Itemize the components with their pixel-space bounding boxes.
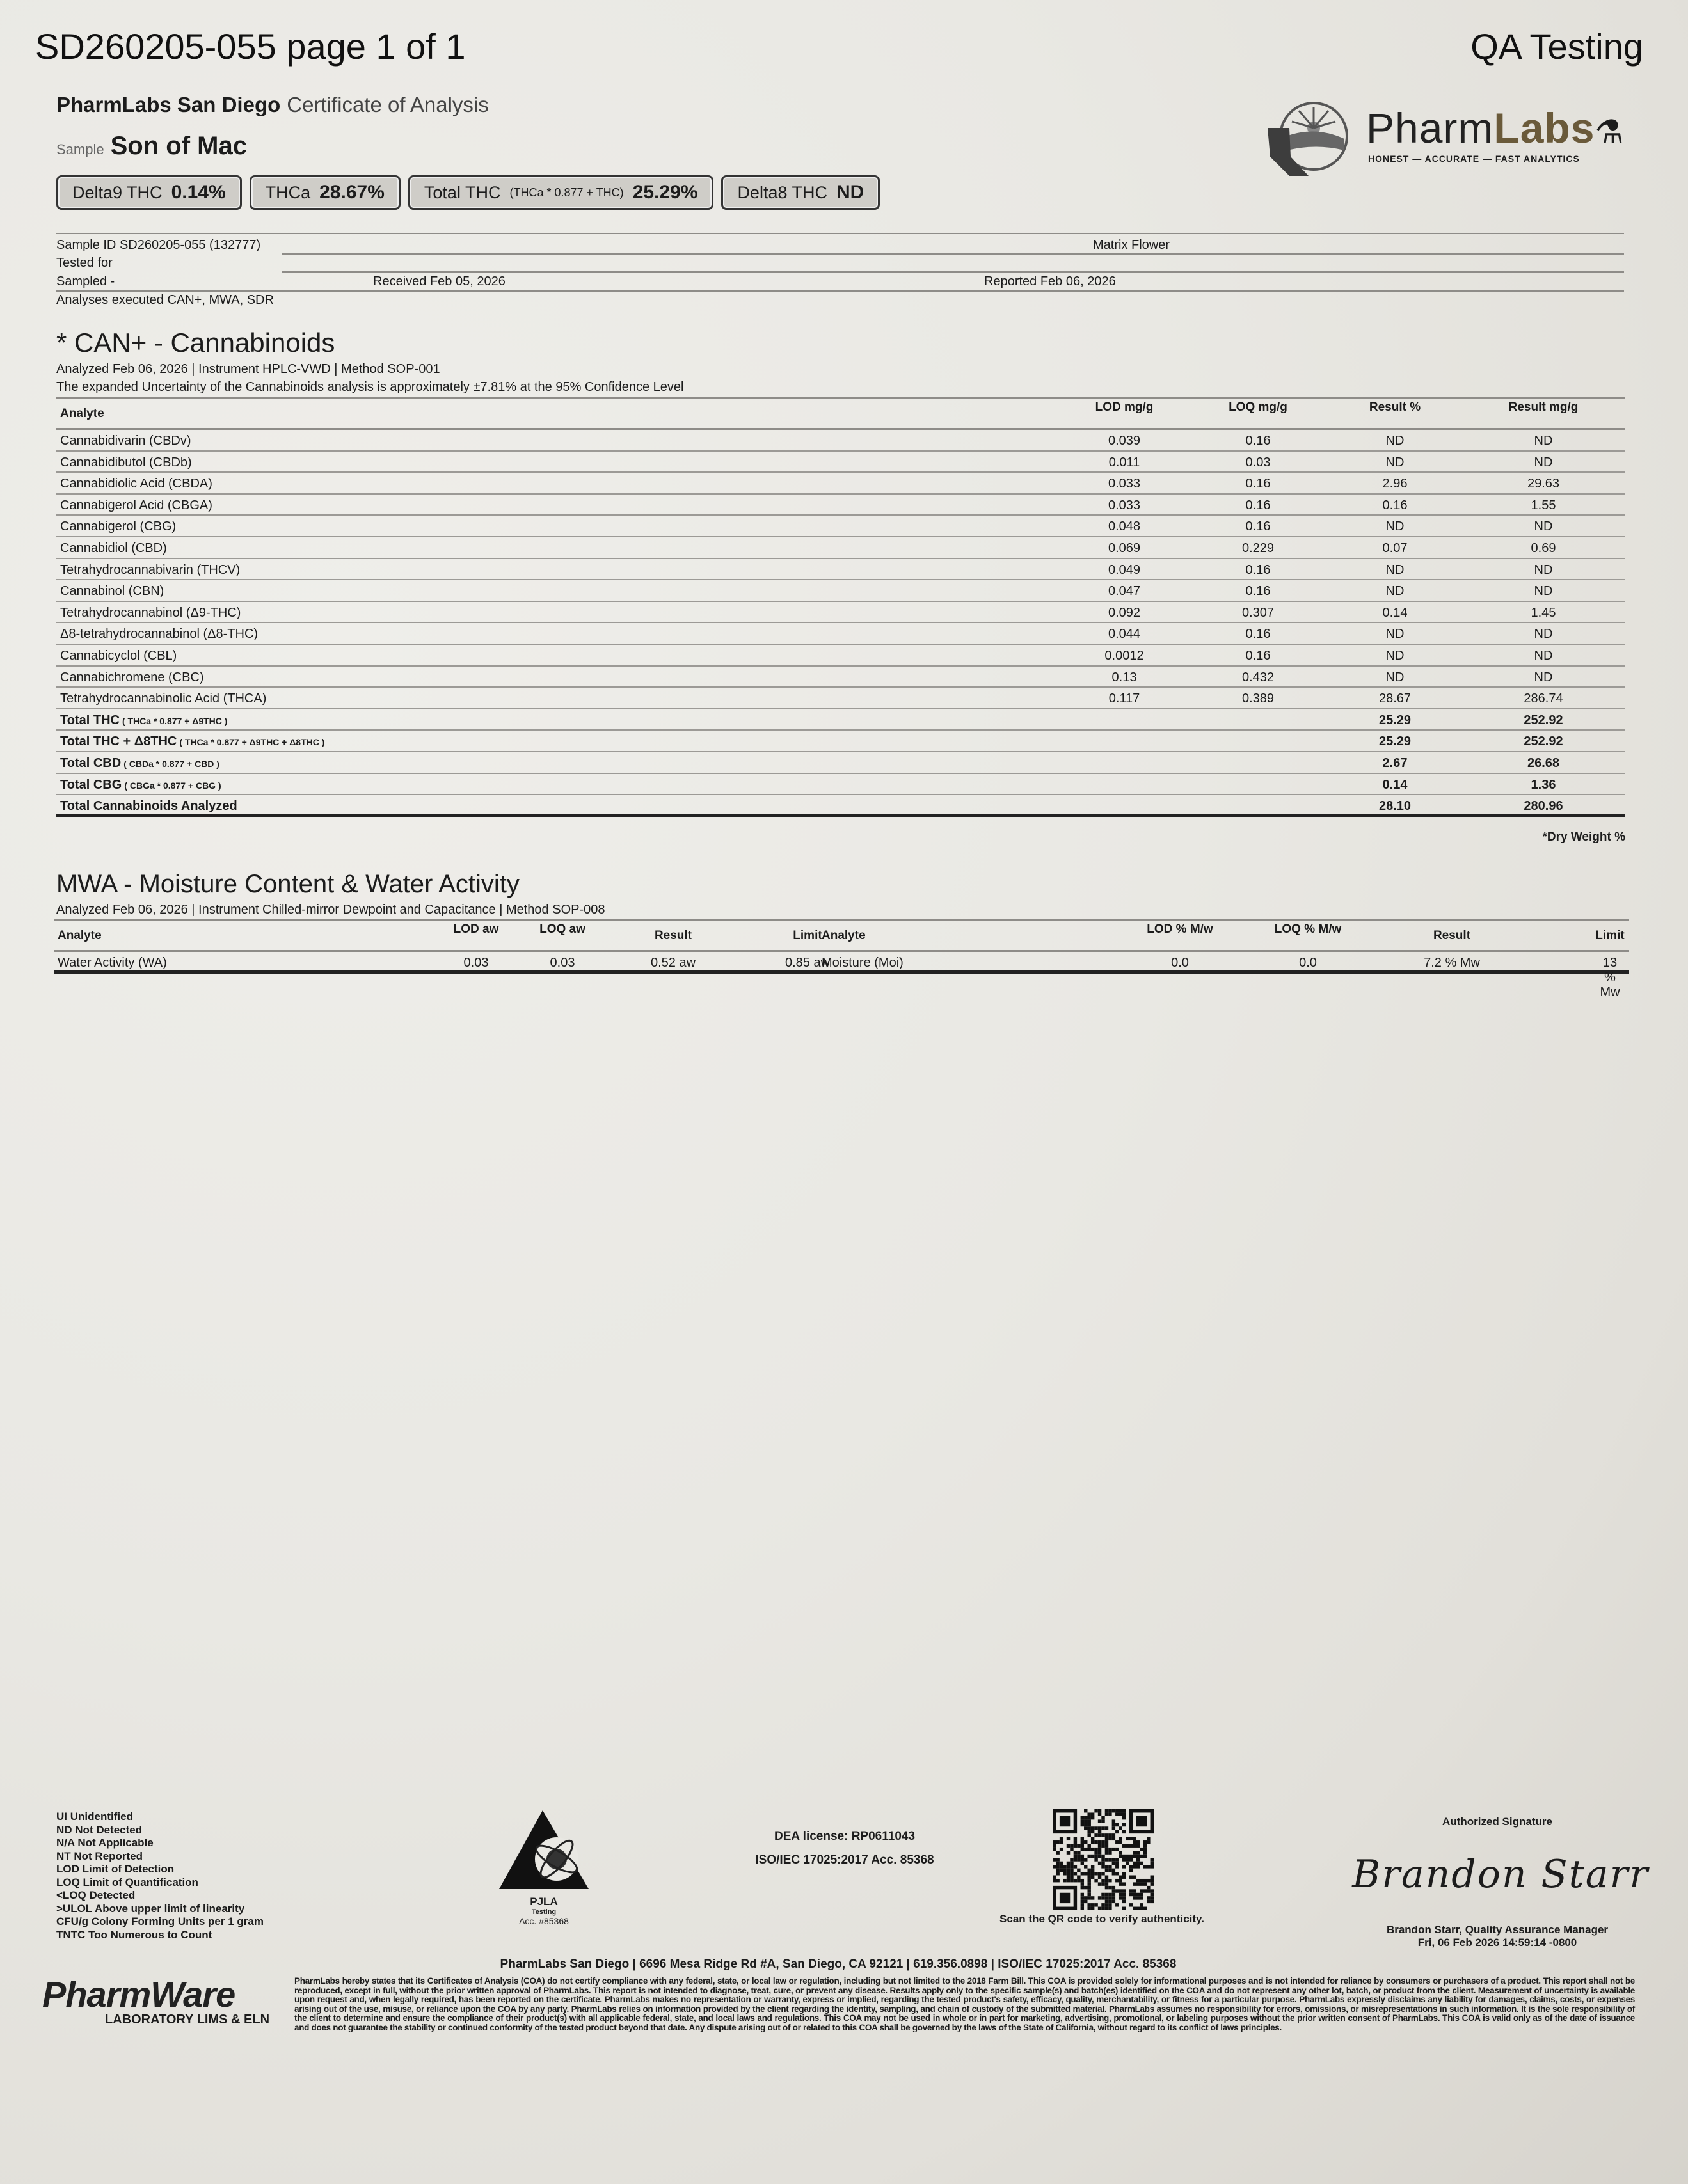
total-label: Total CBG: [60, 777, 122, 792]
received-date: Feb 05, 2026: [429, 274, 506, 289]
info-dates-row: Sampled - Received Feb 05, 2026 Reported Feb 06, 2026: [56, 274, 1116, 289]
doc-type: Certificate of Analysis: [287, 93, 489, 116]
can-analyzed-line: Analyzed Feb 06, 2026 | Instrument HPLC-VWD | Method SOP-001: [56, 362, 440, 376]
cell-value: 25.29: [1378, 734, 1412, 749]
cell-value: 28.10: [1378, 799, 1412, 814]
legend-item: <LOQ Detected: [56, 1889, 136, 1901]
badge-delta9-thc: Delta9 THC 0.14%: [56, 175, 242, 210]
column-header: Result: [1433, 929, 1471, 942]
cell-value: ND: [1385, 627, 1405, 642]
legend-item: >ULOL Above upper limit of linearity: [56, 1902, 245, 1915]
cell-value: 13 % Mw: [1600, 956, 1620, 999]
table-header-row: [54, 919, 1629, 952]
table-row: [56, 559, 1625, 581]
abbreviation-legend: [56, 1810, 264, 1942]
cell-value: 0.033: [1108, 477, 1141, 491]
sample-name: Son of Mac: [110, 132, 247, 160]
cell-value: ND: [1385, 455, 1405, 470]
analyte-name: Cannabidivarin (CBDv): [60, 434, 191, 448]
analyte-name: Tetrahydrocannabinolic Acid (THCA): [60, 692, 267, 706]
cell-value: 0.16: [1245, 498, 1271, 512]
column-header: Limit: [793, 929, 822, 942]
total-row: [56, 709, 1625, 731]
cell-value: 0.0: [1171, 956, 1189, 970]
analyte-name: Δ8-tetrahydrocannabinol (Δ8-THC): [60, 627, 259, 642]
total-row: [56, 752, 1625, 774]
total-name: [60, 734, 324, 749]
cell-value: 0.03: [463, 956, 489, 970]
can-uncertainty: The expanded Uncertainty of the Cannabinoids analysis is approximately ±7.81% at the 95% Confidence Level: [56, 380, 684, 394]
analyte-name: Cannabigerol (CBG): [60, 519, 177, 534]
cell-value: 0.011: [1108, 455, 1140, 470]
cell-value: ND: [1385, 519, 1405, 534]
total-row: [56, 795, 1625, 817]
lab-heading: [56, 93, 489, 117]
total-formula: ( CBGa * 0.877 + CBG ): [124, 780, 221, 791]
cell-value: 0.16: [1382, 498, 1408, 512]
cell-value: 0.047: [1108, 584, 1141, 599]
badge-delta8-thc: Delta8 THC ND: [721, 175, 880, 210]
cell-value: 0.389: [1241, 692, 1275, 706]
table-row: [56, 452, 1625, 473]
table-row: [56, 516, 1625, 537]
total-name: [60, 756, 219, 771]
cell-value: 0.14: [1382, 777, 1408, 792]
cell-value: 0.52 aw: [650, 956, 696, 970]
legend-item: LOQ Limit of Quantification: [56, 1876, 198, 1888]
total-formula: ( CBDa * 0.877 + CBD ): [123, 758, 219, 769]
cell-value: ND: [1385, 584, 1405, 599]
cell-value: 0.033: [1108, 498, 1141, 512]
table-row: [56, 645, 1625, 667]
pharmlabs-logo: [1264, 90, 1628, 186]
column-header: Analyte: [822, 929, 866, 942]
pharmlabs-seal-icon: [1264, 93, 1353, 182]
cell-value: 0.16: [1245, 519, 1271, 534]
mwa-section-title: MWA - Moisture Content & Water Activity: [56, 870, 520, 898]
cell-value: 0.16: [1245, 562, 1271, 577]
cell-value: 0.432: [1241, 670, 1275, 684]
cell-value: 0.14: [1382, 605, 1408, 620]
signer-name: Brandon Starr, Quality Assurance Manager: [1386, 1924, 1609, 1936]
column-header: Limit: [1595, 929, 1625, 942]
cell-value: 7.2 % Mw: [1424, 956, 1480, 970]
cell-value: 0.69: [1531, 541, 1556, 555]
analyte-name: Cannabidiolic Acid (CBDA): [60, 477, 212, 491]
total-label: Total THC: [60, 713, 120, 727]
cell-value: 0.16: [1245, 648, 1271, 663]
column-header: LOQ % M/w: [1274, 922, 1342, 936]
cell-value: 0.03: [550, 956, 575, 970]
column-header: LOQ aw: [539, 922, 585, 936]
pjla-atom-triangle-icon: [493, 1809, 595, 1892]
analyte-name: Cannabigerol Acid (CBGA): [60, 498, 212, 512]
pjla-logo: PJLA Testing Acc. #85368: [493, 1809, 595, 1926]
can-section-title: * CAN+ - Cannabinoids: [56, 328, 335, 358]
cell-value: 0.16: [1245, 627, 1271, 642]
cell-value: ND: [1534, 562, 1553, 577]
cell-value: ND: [1534, 455, 1553, 470]
cannabinoids-table: [56, 397, 1625, 817]
lab-address: PharmLabs San Diego | 6696 Mesa Ridge Rd #A, San Diego, CA 92121 | 619.356.0898 | ISO/IEC 17025:2017 Acc. 85368: [500, 1958, 1177, 1971]
total-formula: ( THCa * 0.877 + Δ9THC ): [122, 715, 228, 726]
cell-value: 0.049: [1108, 562, 1141, 577]
table-row: [56, 623, 1625, 645]
cell-value: ND: [1385, 648, 1405, 663]
moisture-table: [54, 919, 1629, 999]
signature-label: Authorized Signature: [1442, 1816, 1552, 1828]
analyte-name: Tetrahydrocannabivarin (THCV): [60, 562, 241, 577]
total-label: Total CBD: [60, 756, 122, 770]
cell-value: 0.0012: [1104, 648, 1144, 663]
verification-qr-code[interactable]: [1053, 1809, 1154, 1910]
cell-value: 1.36: [1531, 777, 1556, 792]
legend-item: TNTC Too Numerous to Count: [56, 1928, 212, 1941]
cell-value: 2.67: [1382, 756, 1408, 770]
total-row: [56, 774, 1625, 796]
cell-value: 0.16: [1245, 477, 1271, 491]
cell-value: 0.16: [1245, 434, 1271, 448]
cell-value: 0.044: [1108, 627, 1141, 642]
cell-value: ND: [1534, 670, 1553, 684]
table-header-row: [56, 397, 1625, 430]
analyte-name: Cannabidibutol (CBDb): [60, 455, 192, 470]
total-formula: ( THCa * 0.877 + Δ9THC + Δ8THC ): [179, 737, 325, 748]
analyte-name: Tetrahydrocannabinol (Δ9-THC): [60, 605, 241, 620]
cell-value: 26.68: [1527, 756, 1560, 770]
total-label: Total Cannabinoids Analyzed: [60, 799, 237, 814]
cell-value: 0.307: [1241, 605, 1275, 620]
cell-value: 28.67: [1378, 692, 1412, 706]
pharmware-logo: PharmWare LABORATORY LIMS & ELN: [42, 1974, 270, 2027]
signer-block: [1387, 1924, 1608, 1949]
table-row: [56, 473, 1625, 495]
cell-value: 2.96: [1382, 477, 1408, 491]
cell-value: 0.13: [1111, 670, 1137, 684]
cell-value: 280.96: [1524, 799, 1563, 814]
legal-disclaimer: PharmLabs hereby states that its Certificates of Analysis (COA) do not certify compliance with any federal, state, or local law or regulation, including but not limited to the 2018 Farm Bill. This COA is provided solely for informational purposes and is not intended for reliance by consumers or purchasers of a product. This report shall not be reproduced, except in full, without the prior written approval of PharmLabs. This report is not intended to diagnose, treat, cure, or prevent any disease. Results apply only to the specific sample(s) and batch(es) identified on the COA and do not represent any other lot, batch, or product from the client. Measurement of uncertainty is available upon request and, when legally required, has been reported on the certificate. PharmLabs makes no representation or warranty, express or implied, regarding the tested product's safety, efficacy, quality, merchantability, or fitness for a particular purpose. PharmLabs expressly disclaims any liability for damages, claims, costs, or expenses arising out of the use, misuse, or reliance upon the COA by any party. PharmLabs relies on information provided by the client regarding the identity, sampling, and chain of custody of the submitted material. PharmLabs assumes no responsibility for errors, omissions, or misrepresentations in such information. It is the sole responsibility of the client to determine and ensure the compliance of their product(s) with all applicable federal, state, and local laws and regulations. This COA may not be used in whole or in part for marketing, advertising, promotional, or labeling purposes without the prior written consent of PharmLabs. This COA is valid only as of the date of issuance and does not guarantee the stability or continued conformity of the tested product beyond that date. Any dispute arising out of or related to this COA shall be governed by the laws of the State of California, without regard to its conflict of laws principles.: [294, 1976, 1635, 2032]
report-type: QA Testing: [1470, 26, 1643, 67]
signature-date: Fri, 06 Feb 2026 14:59:14 -0800: [1417, 1936, 1577, 1949]
cell-value: ND: [1534, 519, 1553, 534]
cell-value: 0.229: [1241, 541, 1275, 555]
cell-value: 0.069: [1108, 541, 1141, 555]
cell-value: 252.92: [1524, 734, 1563, 749]
reported-date: Feb 06, 2026: [1040, 274, 1116, 289]
legend-item: N/A Not Applicable: [56, 1837, 154, 1849]
report-title: SD260205-055 page 1 of 1: [35, 26, 466, 67]
mwa-analyzed-line: Analyzed Feb 06, 2026 | Instrument Chilled-mirror Dewpoint and Capacitance | Method SOP-008: [56, 903, 605, 917]
cell-value: 252.92: [1524, 713, 1563, 727]
cell-value: ND: [1385, 434, 1405, 448]
summary-badges: [56, 175, 880, 210]
dea-license: DEA license: RP0611043: [774, 1830, 916, 1843]
iso-accreditation: ISO/IEC 17025:2017 Acc. 85368: [755, 1853, 934, 1867]
sample-id: SD260205-055 (132777): [119, 238, 261, 252]
cell-value: ND: [1534, 627, 1553, 642]
cell-value: 0.039: [1108, 434, 1141, 448]
sample-label: Sample: [56, 141, 104, 157]
column-header: Analyte: [60, 407, 104, 420]
qr-caption: Scan the QR code to verify authenticity.: [999, 1913, 1204, 1925]
legend-item: LOD Limit of Detection: [56, 1863, 175, 1875]
cell-value: 0.03: [1245, 455, 1271, 470]
column-header: LOD mg/g: [1095, 400, 1154, 414]
table-row: [56, 602, 1625, 624]
cell-value: 0.092: [1108, 605, 1141, 620]
cell-value: ND: [1385, 670, 1405, 684]
table-row: [56, 688, 1625, 709]
analyte-name: Cannabicyclol (CBL): [60, 648, 177, 663]
total-name: [60, 713, 227, 728]
badge-total-thc: Total THC (THCa * 0.877 + THC) 25.29%: [408, 175, 714, 210]
analyte-name: Cannabichromene (CBC): [60, 670, 204, 684]
table-row: [56, 495, 1625, 516]
cell-value: 286.74: [1524, 692, 1563, 706]
cell-value: ND: [1534, 434, 1553, 448]
table-row: [54, 952, 1629, 999]
column-header: Result mg/g: [1508, 400, 1579, 414]
column-header: Result: [654, 929, 692, 942]
cell-value: 0.117: [1108, 692, 1140, 706]
handwritten-signature: Brandon Starr: [1352, 1852, 1649, 1897]
column-header: Result %: [1369, 400, 1421, 414]
cell-value: ND: [1385, 562, 1405, 577]
cell-value: 29.63: [1527, 477, 1560, 491]
cell-value: 0.0: [1299, 956, 1317, 970]
sample-heading: [56, 132, 247, 161]
analyte-name: Cannabinol (CBN): [60, 584, 164, 599]
legend-item: NT Not Reported: [56, 1849, 143, 1862]
column-header: LOD % M/w: [1147, 922, 1213, 936]
cell-value: 0.85 aw: [784, 956, 831, 970]
analyte-name: Cannabidiol (CBD): [60, 541, 167, 555]
total-label: Total THC + Δ8THC: [60, 734, 177, 749]
info-analyses: Analyses executed CAN+, MWA, SDR: [56, 293, 274, 307]
table-row: [56, 580, 1625, 602]
cell-value: 0.07: [1382, 541, 1408, 555]
column-header: Analyte: [58, 929, 102, 942]
legend-item: UI Unidentified: [56, 1810, 133, 1823]
legend-item: ND Not Detected: [56, 1823, 143, 1836]
cell-value: ND: [1534, 648, 1553, 663]
cell-value: 0.048: [1108, 519, 1141, 534]
total-name: [60, 799, 240, 814]
table-row: [56, 537, 1625, 559]
cell-value: 1.45: [1531, 605, 1556, 620]
column-header: LOD aw: [453, 922, 499, 936]
flask-icon: ⚗: [1595, 114, 1625, 150]
dry-weight-footnote: *Dry Weight %: [1542, 830, 1625, 844]
total-row: [56, 731, 1625, 752]
matrix: Flower: [1131, 238, 1170, 252]
legend-item: CFU/g Colony Forming Units per 1 gram: [56, 1915, 264, 1927]
cell-value: 0.16: [1245, 584, 1271, 599]
info-sample-id-row: Sample ID SD260205-055 (132777) Matrix Flower: [56, 238, 1170, 252]
cell-value: ND: [1534, 584, 1553, 599]
badge-thca: THCa 28.67%: [250, 175, 401, 210]
cell-value: 25.29: [1378, 713, 1412, 727]
column-header: LOQ mg/g: [1229, 400, 1287, 414]
analyte-name: Moisture (Moi): [822, 956, 904, 970]
lab-name: PharmLabs San Diego: [56, 93, 281, 116]
table-row: [56, 667, 1625, 688]
table-row: [56, 430, 1625, 452]
cell-value: 1.55: [1531, 498, 1556, 512]
pharmlabs-tagline: HONEST — ACCURATE — FAST ANALYTICS: [1368, 154, 1580, 164]
analyte-name: Water Activity (WA): [58, 956, 167, 970]
total-name: [60, 778, 221, 793]
info-tested-for: Tested for: [56, 256, 113, 270]
pharmlabs-wordmark: PharmLabs⚗: [1366, 104, 1625, 152]
